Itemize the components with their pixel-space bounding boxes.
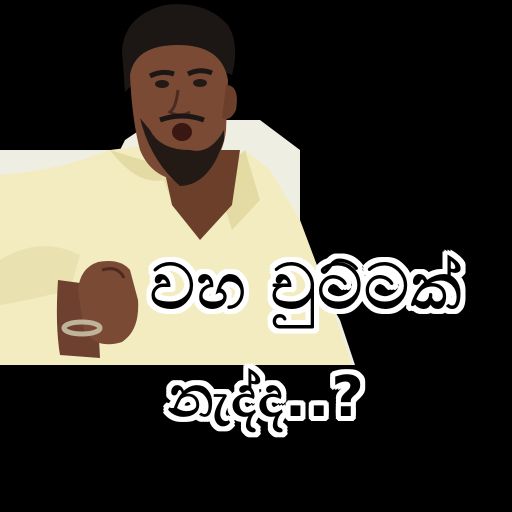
caption-line-2: නැද්ද..? [168, 365, 366, 430]
mouth [172, 123, 192, 141]
caption-line-1: වහ චුට්ටක් [150, 250, 464, 323]
